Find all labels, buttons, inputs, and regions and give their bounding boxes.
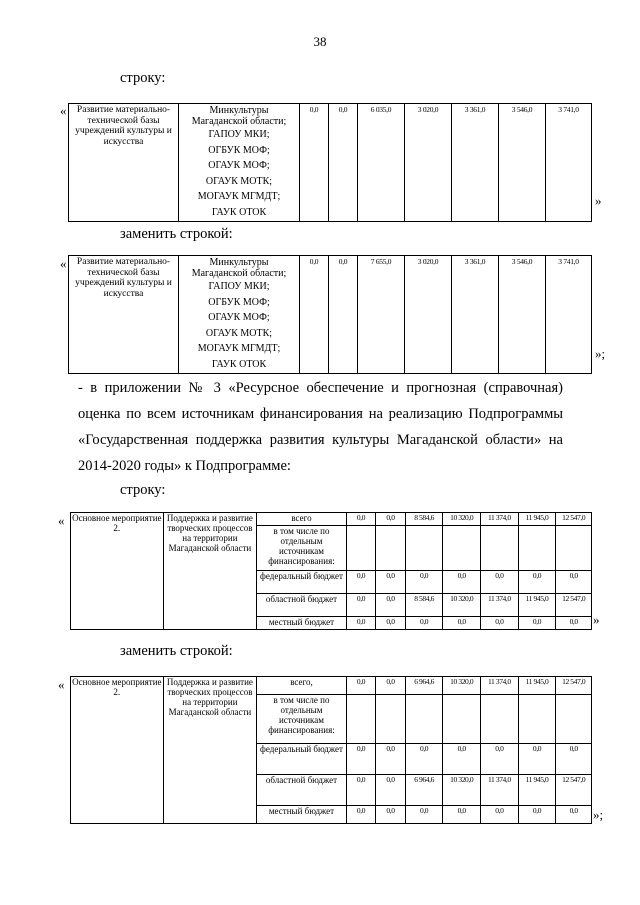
value-cell: 11 945,0 xyxy=(518,513,556,526)
value-cell: 0,0 xyxy=(346,571,376,594)
executor: ГАПОУ МКИ; xyxy=(208,129,270,140)
amendment-paragraph: - в приложении № 3 «Ресурсное обеспечение и прогнозная (справочная) оценка по всем источникам финансирования на реализацию Подпрограммы «Государственная поддержка развития культуры Магаданской области» на 2014-2020 годы» к Подпрограмме: xyxy=(78,380,563,474)
value-cell: 0,0 xyxy=(329,104,358,222)
value-cell: 6 964,6 xyxy=(405,775,443,806)
event-cell: Основное мероприятие 2. xyxy=(71,513,164,630)
value-cell: 7 655,0 xyxy=(358,256,405,374)
value-cell xyxy=(556,525,592,571)
source-cell: федеральный бюджет xyxy=(257,571,347,594)
table-old-row-2 xyxy=(70,512,592,630)
value-cell: 0,0 xyxy=(376,677,406,695)
value-cell: 10 320,0 xyxy=(443,594,481,617)
executor: ОГБУК МОФ; xyxy=(208,144,270,156)
value-cell: 12 547,0 xyxy=(556,594,592,617)
value-cell: 11 374,0 xyxy=(481,513,519,526)
value-cell: 0,0 xyxy=(443,744,481,775)
measure-name: Развитие материально-технической базы учреждений культуры и искусства xyxy=(69,256,179,374)
source-cell: областной бюджет xyxy=(257,594,347,617)
executor: ГАУК ОТОК xyxy=(211,358,267,370)
value-cell: 3 546,0 xyxy=(499,104,546,222)
source-cell: местный бюджет xyxy=(257,617,347,630)
value-cell: 0,0 xyxy=(405,571,443,594)
value-cell: 0,0 xyxy=(405,805,443,823)
value-cell: 11 945,0 xyxy=(518,594,556,617)
value-cell xyxy=(443,525,481,571)
source-cell: местный бюджет xyxy=(257,805,347,823)
value-cell: 8 584,6 xyxy=(405,594,443,617)
value-cell: 3 741,0 xyxy=(546,104,592,222)
value-cell: 12 547,0 xyxy=(556,775,592,806)
value-cell: 0,0 xyxy=(443,805,481,823)
value-cell: 0,0 xyxy=(346,513,376,526)
value-cell: 0,0 xyxy=(346,594,376,617)
open-quote-2: « xyxy=(60,256,67,271)
value-cell: 3 020,0 xyxy=(405,104,452,222)
value-cell: 0,0 xyxy=(376,513,406,526)
value-cell xyxy=(405,695,443,744)
source-cell: всего, xyxy=(257,677,347,695)
source-cell: всего xyxy=(257,513,347,526)
value-cell: 11 374,0 xyxy=(481,677,519,695)
source-cell: областной бюджет xyxy=(257,775,347,806)
table-old-row-1 xyxy=(68,103,592,222)
event-cell: Основное мероприятие 2. xyxy=(71,677,164,824)
executor: ОГАУК МОФ; xyxy=(208,312,270,323)
value-cell: 0,0 xyxy=(443,571,481,594)
value-cell: 3 361,0 xyxy=(452,104,499,222)
measure-name: Развитие материально-технической базы учреждений культуры и искусства xyxy=(69,104,179,222)
value-cell: 12 547,0 xyxy=(556,677,592,695)
value-cell xyxy=(518,525,556,571)
value-cell xyxy=(346,525,376,571)
value-cell: 0,0 xyxy=(376,594,406,617)
value-cell: 0,0 xyxy=(518,744,556,775)
value-cell xyxy=(405,525,443,571)
close-quote-1: » xyxy=(595,193,602,208)
value-cell: 6 035,0 xyxy=(358,104,405,222)
source-cell: в том числе по отдельным источникам финансирования: xyxy=(257,695,347,744)
value-cell: 10 320,0 xyxy=(443,677,481,695)
value-cell xyxy=(518,695,556,744)
table-new-row-2 xyxy=(70,676,592,824)
value-cell: 0,0 xyxy=(346,617,376,630)
value-cell: 0,0 xyxy=(376,775,406,806)
executor: ГАПОУ МКИ; xyxy=(208,281,270,292)
executor: ОГАУК МОТК; xyxy=(205,327,273,339)
value-cell: 0,0 xyxy=(443,617,481,630)
value-cell: 11 374,0 xyxy=(481,594,519,617)
value-cell xyxy=(346,695,376,744)
table-new-row-1 xyxy=(68,255,592,374)
value-cell: 0,0 xyxy=(518,571,556,594)
value-cell: 0,0 xyxy=(481,805,519,823)
close-quote-3: » xyxy=(593,612,600,627)
value-cell: 0,0 xyxy=(300,104,329,222)
event-title: Поддержка и развитие творческих процессов на территории Магаданской области xyxy=(163,513,257,630)
value-cell: 0,0 xyxy=(481,571,519,594)
executors-cell xyxy=(179,256,300,374)
executor: ОГАУК МОТК; xyxy=(205,175,273,187)
value-cell xyxy=(443,695,481,744)
value-cell: 6 964,6 xyxy=(405,677,443,695)
value-cell xyxy=(481,695,519,744)
value-cell: 0,0 xyxy=(481,744,519,775)
value-cell: 0,0 xyxy=(346,775,376,806)
value-cell: 0,0 xyxy=(300,256,329,374)
value-cell: 3 361,0 xyxy=(452,256,499,374)
value-cell: 0,0 xyxy=(556,805,592,823)
value-cell: 0,0 xyxy=(556,617,592,630)
value-cell: 10 320,0 xyxy=(443,513,481,526)
executor: Минкультуры Магаданской области; xyxy=(191,105,287,127)
value-cell xyxy=(556,695,592,744)
executor: МОГАУК МГМДТ; xyxy=(197,191,281,202)
value-cell: 12 547,0 xyxy=(556,513,592,526)
value-cell: 3 546,0 xyxy=(499,256,546,374)
value-cell: 8 584,6 xyxy=(405,513,443,526)
phrase-row-1: строку: xyxy=(120,70,166,86)
close-quote-2: »; xyxy=(595,346,606,361)
value-cell: 11 945,0 xyxy=(518,677,556,695)
source-cell: федеральный бюджет xyxy=(257,744,347,775)
value-cell: 0,0 xyxy=(376,805,406,823)
value-cell xyxy=(376,525,406,571)
value-cell: 11 374,0 xyxy=(481,775,519,806)
executor: ГАУК ОТОК xyxy=(211,206,267,218)
close-quote-4: »; xyxy=(593,807,604,822)
executors-cell xyxy=(179,104,300,222)
value-cell: 0,0 xyxy=(376,617,406,630)
value-cell: 0,0 xyxy=(376,571,406,594)
executor: МОГАУК МГМДТ; xyxy=(197,343,281,354)
open-quote-3: « xyxy=(58,513,65,528)
value-cell: 0,0 xyxy=(556,571,592,594)
value-cell: 0,0 xyxy=(329,256,358,374)
executor: Минкультуры Магаданской области; xyxy=(191,257,287,279)
event-title: Поддержка и развитие творческих процессов на территории Магаданской области xyxy=(163,677,257,824)
page-number: 38 xyxy=(313,34,327,49)
executor: ОГАУК МОФ; xyxy=(208,160,270,171)
value-cell: 0,0 xyxy=(481,617,519,630)
value-cell: 3 020,0 xyxy=(405,256,452,374)
source-cell: в том числе по отдельным источникам финансирования: xyxy=(257,525,347,571)
value-cell: 0,0 xyxy=(346,677,376,695)
value-cell: 0,0 xyxy=(556,744,592,775)
value-cell: 0,0 xyxy=(346,744,376,775)
value-cell: 0,0 xyxy=(518,617,556,630)
open-quote-4: « xyxy=(58,677,65,692)
value-cell: 0,0 xyxy=(405,744,443,775)
value-cell xyxy=(376,695,406,744)
open-quote-1: « xyxy=(60,103,67,118)
value-cell xyxy=(481,525,519,571)
phrase-row-2: строку: xyxy=(120,482,166,498)
value-cell: 0,0 xyxy=(376,744,406,775)
value-cell: 3 741,0 xyxy=(546,256,592,374)
value-cell: 0,0 xyxy=(405,617,443,630)
phrase-replace-2: заменить строкой: xyxy=(120,643,233,659)
value-cell: 0,0 xyxy=(346,805,376,823)
phrase-replace-1: заменить строкой: xyxy=(120,226,233,242)
value-cell: 10 320,0 xyxy=(443,775,481,806)
value-cell: 0,0 xyxy=(518,805,556,823)
value-cell: 11 945,0 xyxy=(518,775,556,806)
executor: ОГБУК МОФ; xyxy=(208,296,270,308)
